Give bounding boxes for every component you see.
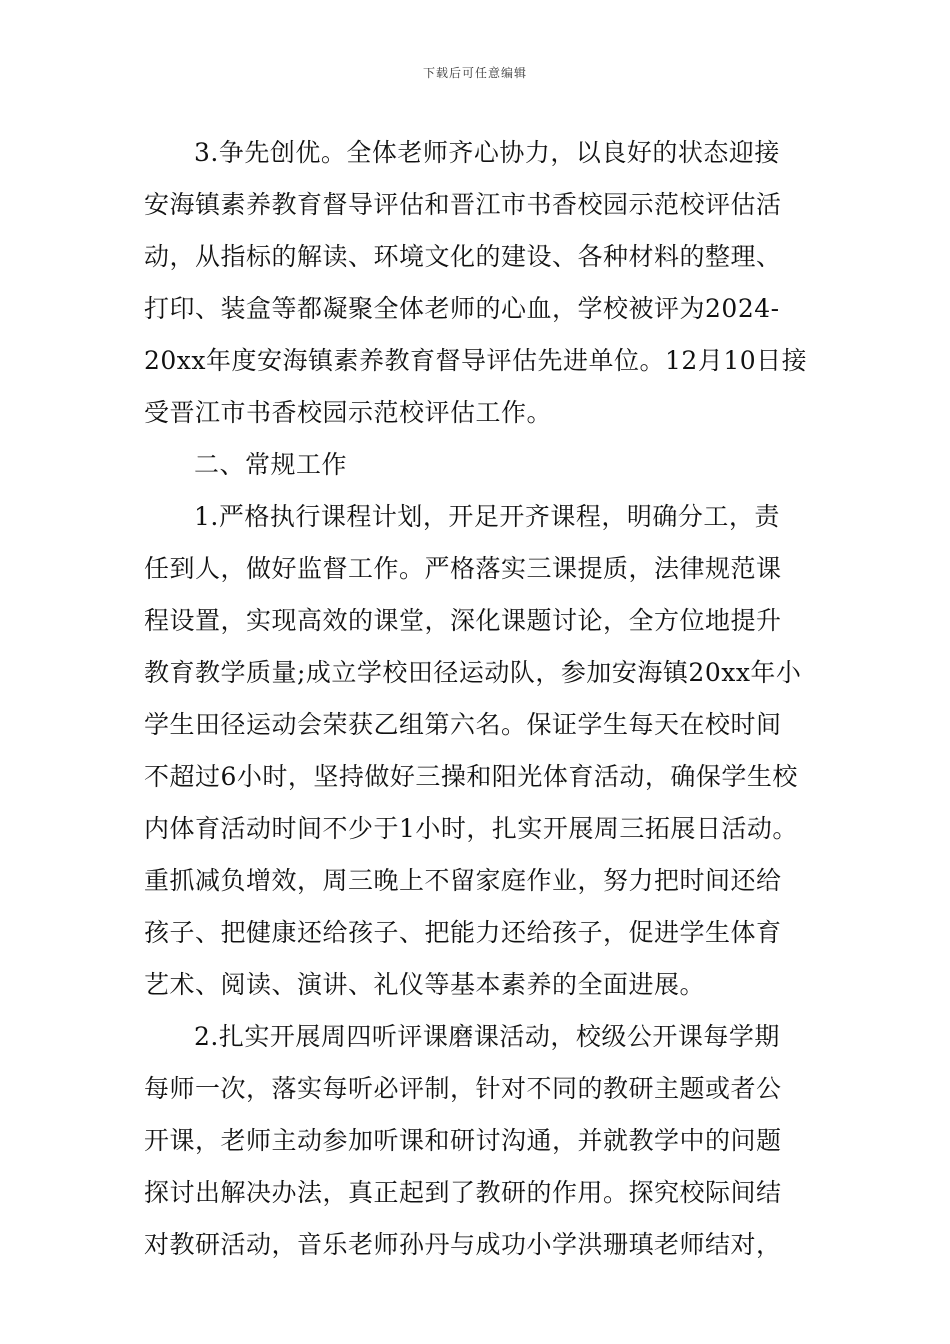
paragraph-line: 2.扎实开展周四听评课磨课活动，校级公开课每学期: [194, 1022, 780, 1051]
header-note: 下载后可任意编辑: [422, 66, 527, 80]
paragraph-line: 20xx年度安海镇素养教育督导评估先进单位。12月10日接: [144, 346, 808, 375]
paragraph-line: 对教研活动，音乐老师孙丹与成功小学洪珊瑱老师结对，: [144, 1230, 782, 1259]
paragraph-line: 每师一次，落实每听必评制，针对不同的教研主题或者公: [144, 1074, 782, 1103]
paragraph-line: 安海镇素养教育督导评估和晋江市书香校园示范校评估活: [144, 190, 782, 219]
paragraph-line: 动，从指标的解读、环境文化的建设、各种材料的整理、: [144, 242, 782, 271]
paragraph-line: 艺术、阅读、演讲、礼仪等基本素养的全面进展。: [144, 970, 706, 999]
section-heading: 二、常规工作: [194, 450, 348, 479]
paragraph-line: 内体育活动时间不少于1小时，扎实开展周三拓展日活动。: [144, 814, 798, 843]
paragraph-line: 重抓减负增效，周三晚上不留家庭作业，努力把时间还给: [144, 866, 782, 895]
paragraph-line: 孩子、把健康还给孩子、把能力还给孩子，促进学生体育: [144, 918, 782, 947]
paragraph-line: 受晋江市书香校园示范校评估工作。: [144, 398, 553, 427]
paragraph-line: 任到人，做好监督工作。严格落实三课提质，法律规范课: [144, 554, 782, 583]
body-text: [144, 127, 814, 1271]
paragraph-line: 探讨出解决办法，真正起到了教研的作用。探究校际间结: [144, 1178, 782, 1207]
paragraph-line: 1.严格执行课程计划，开足开齐课程，明确分工，责: [194, 502, 780, 531]
paragraph-line: 不超过6小时，坚持做好三操和阳光体育活动，确保学生校: [144, 762, 798, 791]
paragraph-line: 打印、装盒等都凝聚全体老师的心血，学校被评为2024-: [144, 294, 780, 323]
paragraph-line: 开课，老师主动参加听课和研讨沟通，并就教学中的问题: [144, 1126, 782, 1155]
paragraph-line: 程设置，实现高效的课堂，深化课题讨论，全方位地提升: [144, 606, 782, 635]
paragraph-line: 3.争先创优。全体老师齐心协力，以良好的状态迎接: [194, 138, 780, 167]
paragraph-line: 学生田径运动会荣获乙组第六名。保证学生每天在校时间: [144, 710, 782, 739]
paragraph-line: 教育教学质量;成立学校田径运动队，参加安海镇20xx年小: [144, 658, 802, 687]
